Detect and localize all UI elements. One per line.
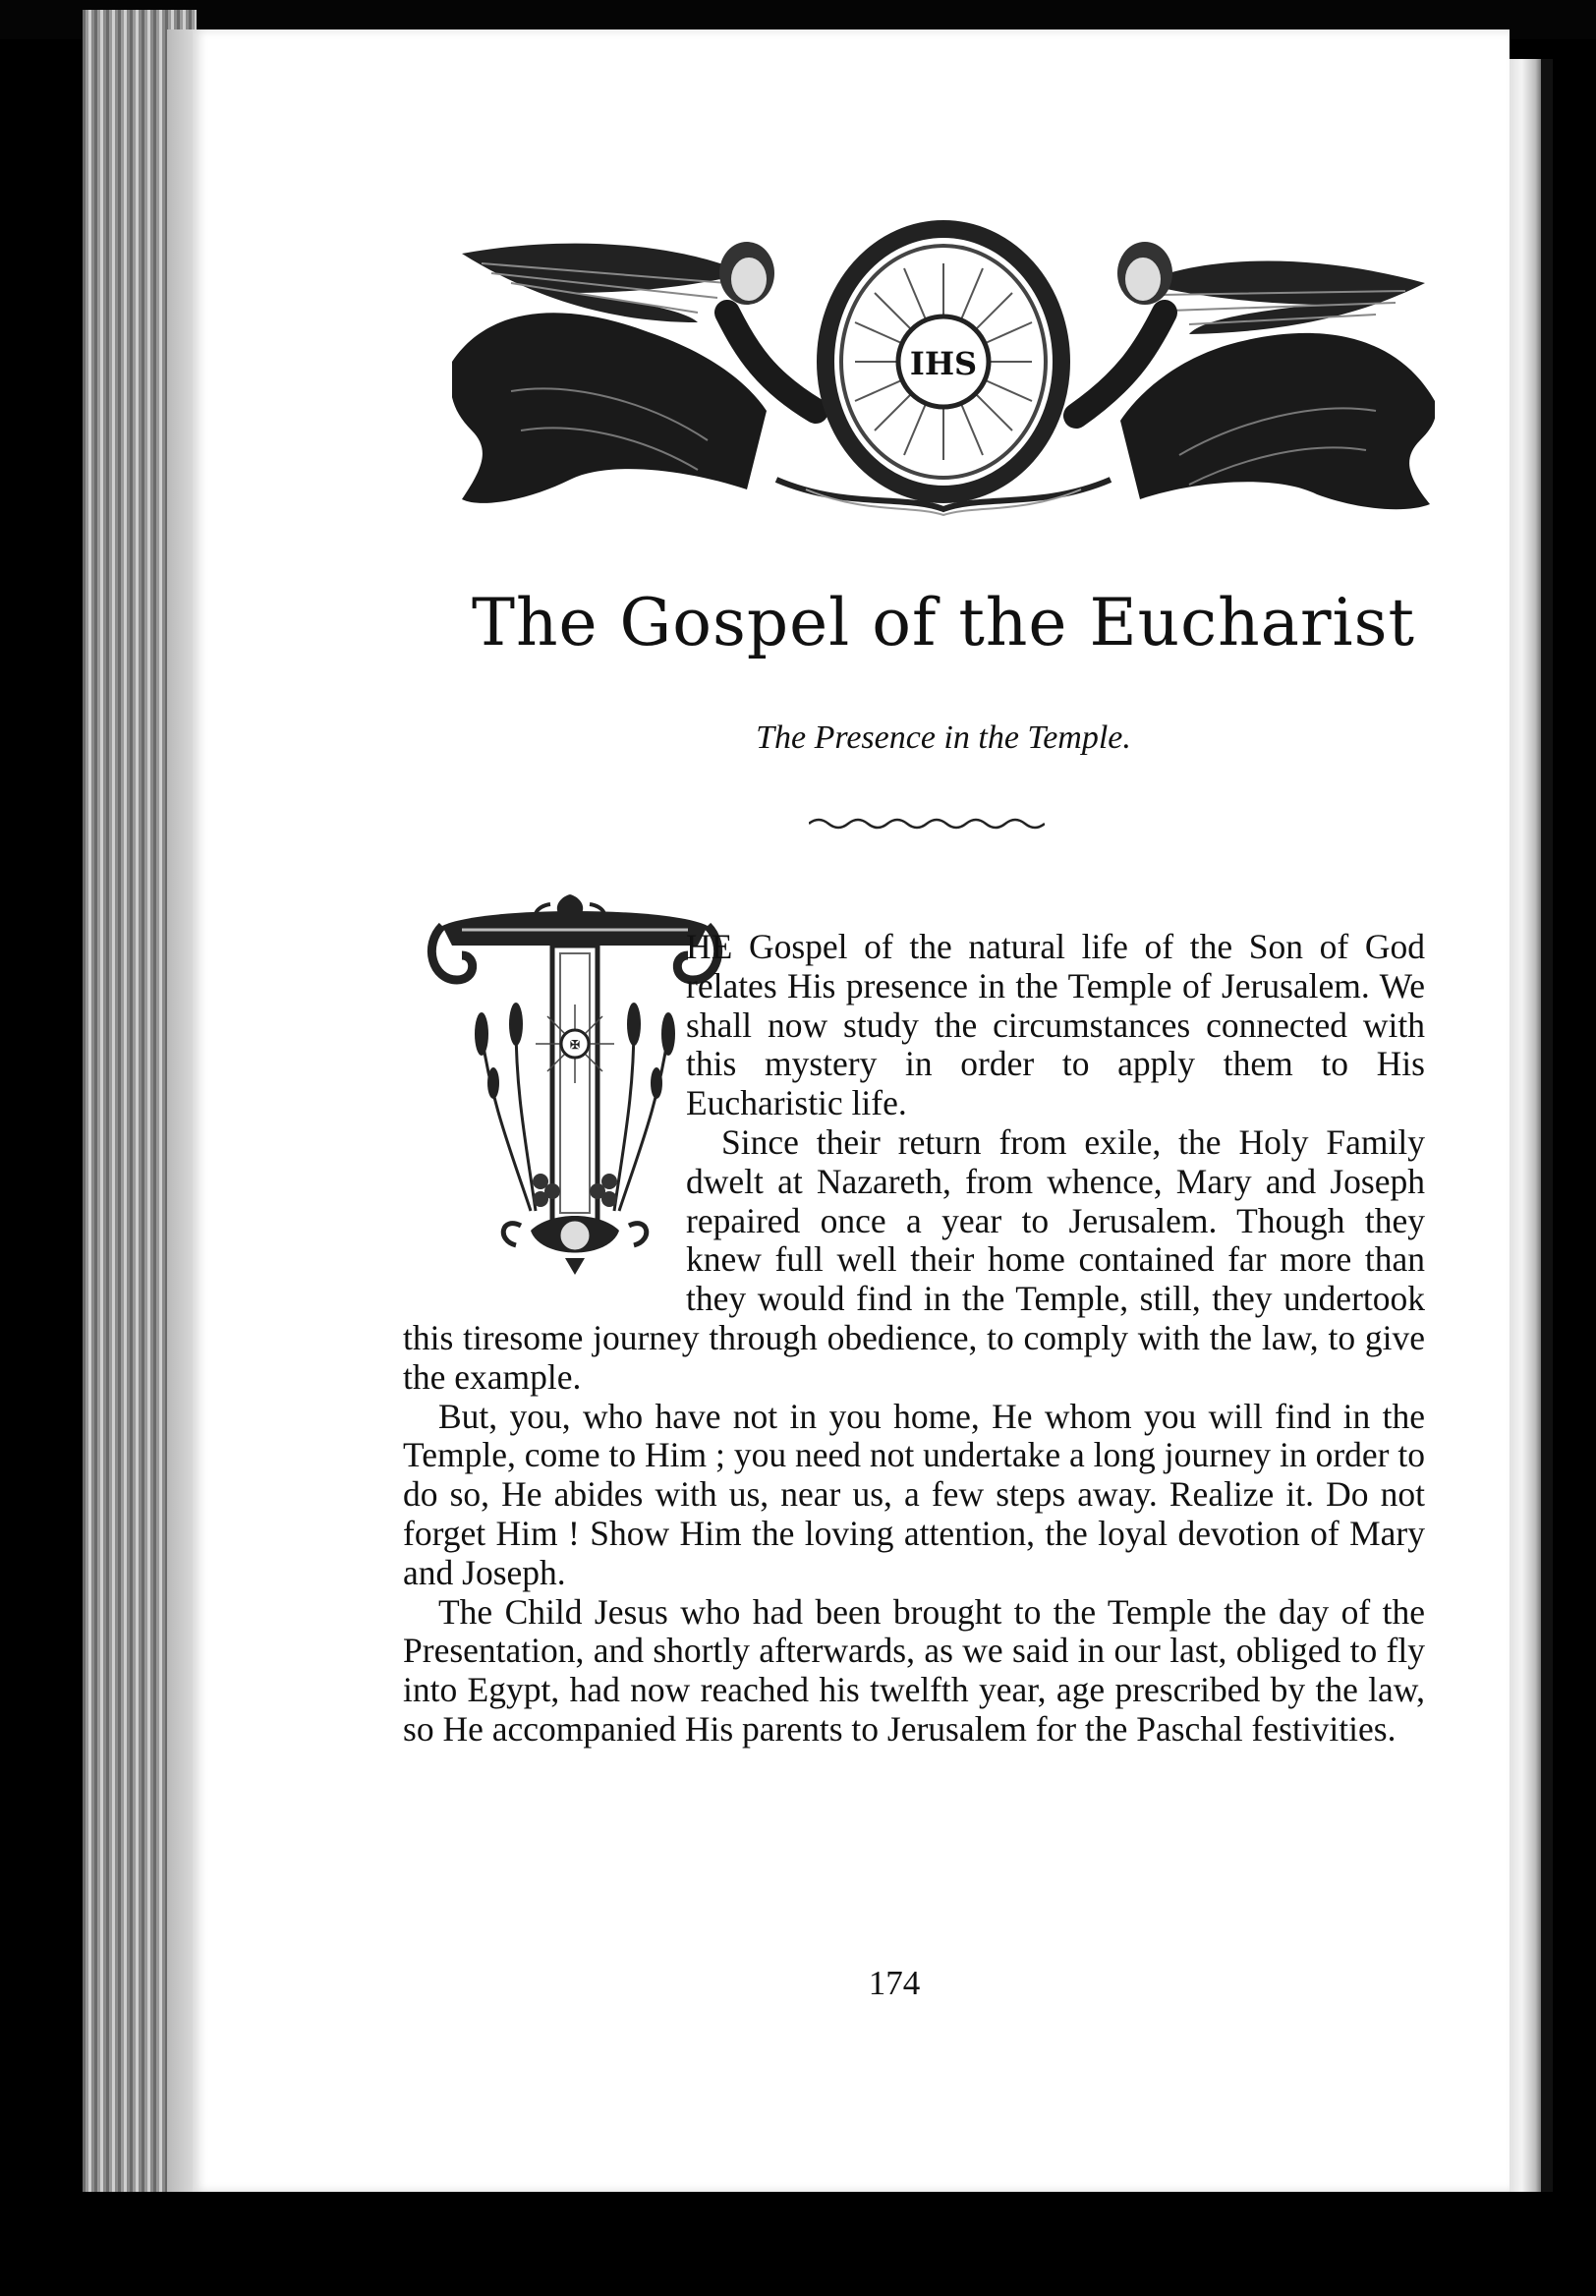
page-number: 174	[868, 1964, 921, 2002]
scan-border-right	[1541, 59, 1553, 2192]
paragraph-3: But, you, who have not in you home, He whom you will find in the Temple, come to Him ; you need not undertake a long journey in order to do so, He abides with us, near us, a few steps away. Realize it. Do not forget Him ! Show Him the loving attention, the loyal devotion of Mary and Joseph.	[403, 1396, 1425, 1592]
body-text	[403, 928, 1425, 1750]
paragraph-2: Since their return from exile, the Holy Family dwelt at Nazareth, from whence, Mary and Joseph repaired once a year to Jerusalem. Though they knew full well their home contained far more than they would find in the Temple, still, they undertook this tiresome journey through obedience, to comply with the law, to give the example.	[403, 1121, 1425, 1397]
svg-text:✠: ✠	[569, 1038, 581, 1052]
ornament-monogram: IHS	[909, 345, 978, 382]
paragraph-1: HE Gospel of the natural life of the Son of God relates His presence in the Temple of Jerusalem. We shall now study the circumstances connected with this mystery in order to apply them to His Eucharistic life.	[686, 927, 1425, 1123]
page-title: The Gospel of the Eucharist	[471, 585, 1416, 660]
dropcap-space	[403, 928, 686, 1301]
wavy-divider	[809, 814, 1045, 833]
page-subtitle: The Presence in the Temple.	[756, 719, 1131, 756]
angels-monstrance-ornament	[452, 214, 1435, 519]
paragraph-4: The Child Jesus who had been brought to the Temple the day of the Presentation, and shortly afterwards, as we said in our last, obliged to fly into Egypt, had now reached his twelfth year, age prescribed by the law, so He accompanied His parents to Jerusalem for the Paschal festivities.	[403, 1591, 1425, 1749]
